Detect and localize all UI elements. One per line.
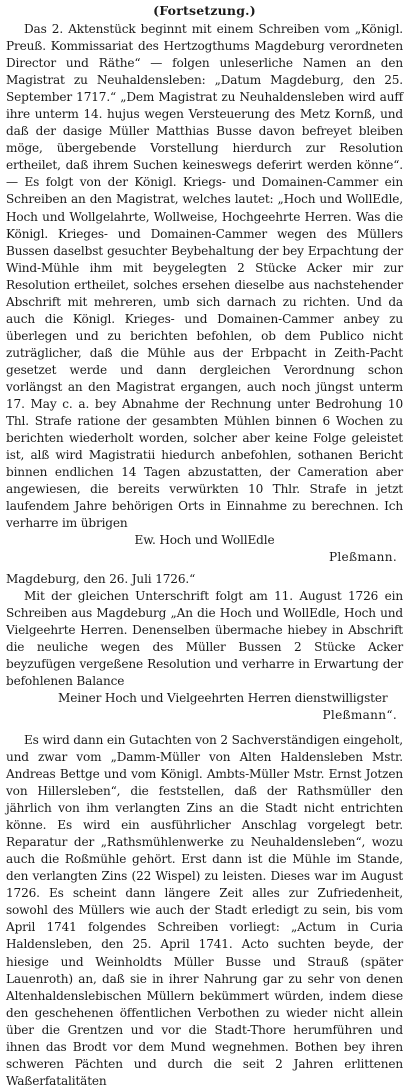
paragraph-first: Das 2. Aktenstück beginnt mit einem Schreiben vom „Königl. Preuß. Kommissariat des Hertzogthums Magdeburg verordneten Director und Räthe“ — folgen unleserliche Namen an den Magistrat zu Neuhaldensleben: „Datum Magdeburg, den 25. September 1717.“ „Dem Magistrat zu Neuhaldensleben wird auff ihre unterm 14. hujus wegen Versteuerung des Metz Kornß, und daß der dasige Müller Matthias Busse davon befreyet bleiben möge, übergebende Vorstellung hierdurch zur Resolution ertheilet, daß ihrem Suchen keineswegs deferirt werden könne“. — Es folgt von der Königl. Kriegs- und Domainen-Cammer ein Schreiben an den Magistrat, welches lautet: „Hoch und WollEdle, Hoch und Wollgelahrte, Wollweise, Hochgeehrte Herren. Was die Königl. Krieges- und Domainen-Cammer wegen des Müllers Bussen daselbst gesuchter Beybehaltung der bey Erpachtung der Wind-Mühle ihm mit beygelegten 2 Stücke Acker mir zur Resolution ertheilet, solches ersehen dieselbe aus nachstehender Abschrift mit mehreren, umb sich darnach zu richten. Und da auch die Königl. Krieges- und Domainen-Cammer anbey zu überlegen und zu berichten befohlen, ob dem Publico nicht zuträglicher, daß die Mühle aus der Erbpacht in Zeith-Pacht gesetzet werde und dann dergleichen Verordnung schon vorlängst an den Magistrat ergangen, auch noch jüngst unterm 17. May c. a. bey Abnahme der Rechnung unter Bedrohung 10 Thl. Strafe ratione der gesambten Mühlen binnen 6 Wochen zu berichten wiederholt worden, solcher aber keine Folge geleistet ist, alß wird Magistratii hiedurch anbefohlen, sothanen Bericht binnen endlichen 14 Tagen abzustatten, der Cameration aber angewiesen, die bereits verwürkten 10 Thlr. Strafe in jetzt laufendem Jahre behörigen Orts in Einnahme zu berechnen. Ich verharre im übrigen: [6, 22, 403, 531]
signature-first: Pleßmann.: [328, 550, 397, 565]
continuation-heading: (Fortsetzung.): [153, 3, 256, 18]
closing-salutation-first: Ew. Hoch und WollEdle: [134, 533, 275, 548]
paragraph-second: Mit der gleichen Unterschrift folgt am 11. August 1726 ein Schreiben aus Magdeburg „An die Hoch und WollEdle, Hoch und Vielgeehrte Herren. Denenselben übermache hiebey in Abschrift die neuliche wegen des Müller Bussen 2 Stücke Acker beyzufügen vergeßene Resolution und verharre in Erwartung der befohlenen Balance: [6, 588, 403, 688]
closing-salutation-second: Meiner Hoch und Vielgeehrten Herren dienstwilligster: [58, 690, 388, 705]
dateline: Magdeburg, den 26. Juli 1726.“: [6, 571, 196, 586]
section-gap: [6, 724, 403, 732]
paragraph-third: Es wird dann ein Gutachten von 2 Sachverständigen eingeholt, und zwar vom „Damm-Müller von Alten Haldensleben Mstr. Andreas Bettge und vom Königl. Ambts-Müller Mstr. Ernst Jotzen von Hillersleben“, die feststellen, daß der Rathsmüller den jährlich von ihm verlangten Zins an die Stadt nicht entrichten könne. Es wird ein ausführlicher Anschlag vorgelegt betr. Reparatur der „Rathsmühlenwerke zu Neuhaldensleben“, wozu auch die Roßmühle gehört. Erst dann ist die Mühle im Stande, den verlangten Zins (22 Wispel) zu leisten. Dieses war im August 1726. Es scheint dann längere Zeit alles zur Zufriedenheit, sowohl des Müllers wie auch der Stadt erledigt zu sein, bis vom April 1741 folgendes Schreiben vorliegt: „Actum in Curia Haldensleben, den 25. April 1741. Acto suchten beyde, der hiesige und Weinholdts Müller Busse und Strauß (später Lauenroth) an, daß sie in ihrer Nahrung gar zu sehr von denen Altenhaldenslebischen Müllern bekümmert würden, indem diese den geschehenen öffentlichen Verbothen zu wieder nicht allein über die Grentzen und vor die Stadt-Thore herumführen und ihnen das Brodt vor dem Mund wegnehmen. Bothen bey ihren schweren Pächten und durch die seit 2 Jahren erlittenen Waßerfatalitäten: [6, 732, 403, 1088]
signature-second: Pleßmann“.: [322, 707, 397, 722]
